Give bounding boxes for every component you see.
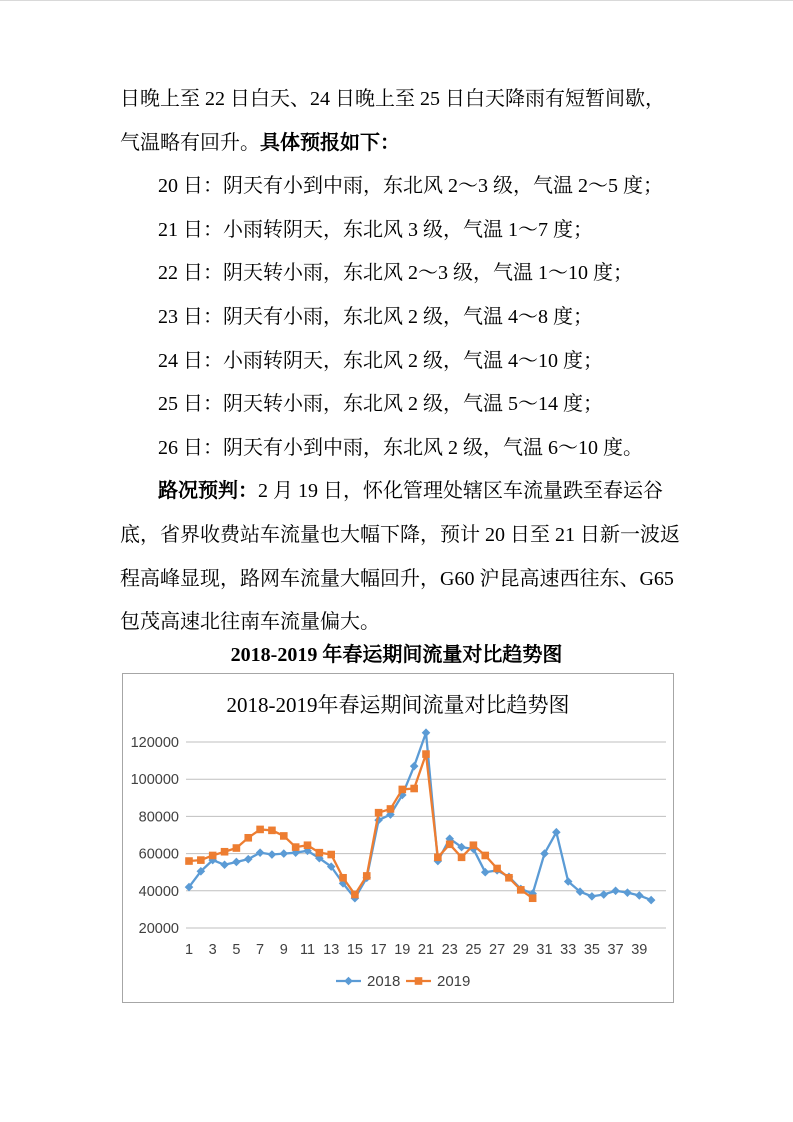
marker-2019 xyxy=(505,874,513,882)
x-axis-label: 15 xyxy=(346,942,363,958)
marker-2018 xyxy=(410,762,419,771)
page-top-edge xyxy=(0,0,793,1)
marker-2019 xyxy=(233,844,241,852)
marker-2019 xyxy=(292,843,300,851)
marker-2019 xyxy=(446,841,454,849)
doc-text: 24 日：小雨转阴天，东北风 2 级，气温 4～10 度； xyxy=(158,349,603,372)
marker-2019 xyxy=(517,886,525,894)
legend-label: 2018 xyxy=(367,973,401,990)
doc-text: 日晚上至 22 日白天、24 日晚上至 25 日白天降雨有短暂间歇， xyxy=(120,88,665,110)
marker-2018 xyxy=(232,858,241,867)
doc-text: 22 日：阴天转小雨，东北风 2～3 级，气温 1～10 度； xyxy=(158,262,633,285)
marker-2018 xyxy=(540,849,549,858)
doc-text: 20 日：阴天有小到中雨，东北风 2～3 级，气温 2～5 度； xyxy=(158,175,663,198)
x-axis-label: 13 xyxy=(323,942,340,958)
legend-item-2018 xyxy=(336,973,400,990)
x-axis-label: 31 xyxy=(536,942,553,958)
marker-2019 xyxy=(316,849,324,857)
marker-2019 xyxy=(304,841,312,849)
marker-2019 xyxy=(185,857,193,865)
marker-2018 xyxy=(588,892,597,901)
legend-marker-diamond xyxy=(344,977,353,986)
doc-text: 底，省界收费站车流量也大幅下降，预计 20 日至 21 日新一波返 xyxy=(120,523,680,546)
marker-2019 xyxy=(339,874,347,882)
x-axis-label: 33 xyxy=(560,942,577,958)
marker-2019 xyxy=(256,826,264,834)
marker-2018 xyxy=(244,855,253,864)
marker-2018 xyxy=(599,890,608,899)
traffic-trend-chart xyxy=(123,674,673,1002)
y-axis-label: 80000 xyxy=(138,809,179,826)
doc-text-bold: 具体预报如下： xyxy=(260,131,400,154)
doc-text: 23 日：阴天有小雨，东北风 2 级，气温 4～8 度； xyxy=(158,305,593,328)
doc-line xyxy=(120,514,680,558)
marker-2019 xyxy=(209,852,217,860)
marker-2019 xyxy=(481,852,489,860)
x-axis-label: 1 xyxy=(184,942,194,958)
doc-line xyxy=(120,383,680,427)
marker-2019 xyxy=(399,786,407,794)
marker-2018 xyxy=(611,887,620,896)
legend-label: 2019 xyxy=(437,973,471,990)
doc-line xyxy=(120,470,680,514)
doc-line xyxy=(120,78,680,122)
marker-2019 xyxy=(470,841,478,849)
x-axis-label: 23 xyxy=(441,942,458,958)
marker-2019 xyxy=(387,805,395,813)
marker-2019 xyxy=(422,750,430,758)
marker-2018 xyxy=(268,850,277,859)
marker-2018 xyxy=(635,891,644,900)
marker-2019 xyxy=(197,856,205,864)
chart-caption: 2018-2019 年春运期间流量对比趋势图 xyxy=(230,644,563,666)
y-axis-label: 100000 xyxy=(130,772,179,789)
x-axis-label: 29 xyxy=(512,942,529,958)
marker-2019 xyxy=(493,865,501,873)
doc-text: 2 月 19 日，怀化管理处辖区车流量跌至春运谷 xyxy=(258,480,663,503)
marker-2018 xyxy=(623,888,632,897)
marker-2018 xyxy=(647,896,656,905)
x-axis-label: 9 xyxy=(279,942,288,958)
marker-2018 xyxy=(552,828,561,837)
marker-2019 xyxy=(221,848,229,856)
doc-text-bold: 路况预判： xyxy=(158,480,258,503)
doc-line xyxy=(120,252,680,296)
marker-2019 xyxy=(280,832,288,840)
marker-2019 xyxy=(268,827,276,835)
doc-text: 26 日：阴天有小到中雨，东北风 2 级，气温 6～10 度。 xyxy=(158,436,643,459)
y-axis-label: 120000 xyxy=(130,735,179,751)
marker-2018 xyxy=(256,848,265,857)
marker-2019 xyxy=(244,834,252,842)
marker-2018 xyxy=(280,849,289,858)
doc-line xyxy=(120,122,680,166)
x-axis-label: 25 xyxy=(465,942,482,958)
marker-2019 xyxy=(458,854,466,862)
marker-2019 xyxy=(529,894,537,902)
doc-text: 程高峰显现，路网车流量大幅回升，G60 沪昆高速西往东、G65 xyxy=(120,567,674,590)
marker-2018 xyxy=(422,728,431,737)
doc-line xyxy=(120,558,680,602)
doc-line xyxy=(120,165,680,209)
doc-text: 包茂高速北往南车流量偏大。 xyxy=(120,611,380,634)
marker-2019 xyxy=(434,854,442,862)
legend-item-2019 xyxy=(406,973,470,990)
document-lines xyxy=(120,78,680,645)
x-axis-label: 19 xyxy=(394,942,411,958)
doc-text: 21 日：小雨转阴天，东北风 3 级，气温 1～7 度； xyxy=(158,218,593,241)
doc-line xyxy=(120,427,680,471)
doc-text: 气温略有回升。 xyxy=(120,131,260,154)
doc-text: 25 日：阴天转小雨，东北风 2 级，气温 5～14 度； xyxy=(158,393,603,416)
chart-mount xyxy=(123,674,673,1002)
doc-line xyxy=(120,296,680,340)
x-axis-label: 35 xyxy=(583,942,600,958)
x-axis-label: 17 xyxy=(370,942,387,958)
chart-container xyxy=(122,673,674,1003)
legend-marker-square xyxy=(415,977,423,985)
doc-line xyxy=(120,340,680,384)
doc-line xyxy=(120,209,680,253)
x-axis-label: 21 xyxy=(417,942,435,958)
marker-2019 xyxy=(351,891,359,899)
marker-2019 xyxy=(363,872,371,880)
x-axis-label: 27 xyxy=(489,942,506,958)
marker-2018 xyxy=(481,868,490,877)
x-axis-label: 7 xyxy=(256,942,265,958)
x-axis-label: 5 xyxy=(232,942,241,958)
marker-2019 xyxy=(410,785,418,793)
chart-title: 2018-2019年春运期间流量对比趋势图 xyxy=(226,693,570,717)
y-axis-label: 20000 xyxy=(138,921,179,937)
series-line-2019 xyxy=(189,754,533,898)
x-axis-label: 11 xyxy=(299,942,316,958)
y-axis-label: 60000 xyxy=(138,846,179,863)
doc-line xyxy=(120,601,680,645)
x-axis-label: 39 xyxy=(631,942,648,958)
x-axis-label: 37 xyxy=(607,942,624,958)
marker-2019 xyxy=(375,809,383,817)
x-axis-label: 3 xyxy=(208,942,217,958)
y-axis-label: 40000 xyxy=(138,883,179,900)
marker-2018 xyxy=(220,860,229,869)
marker-2019 xyxy=(327,851,335,859)
